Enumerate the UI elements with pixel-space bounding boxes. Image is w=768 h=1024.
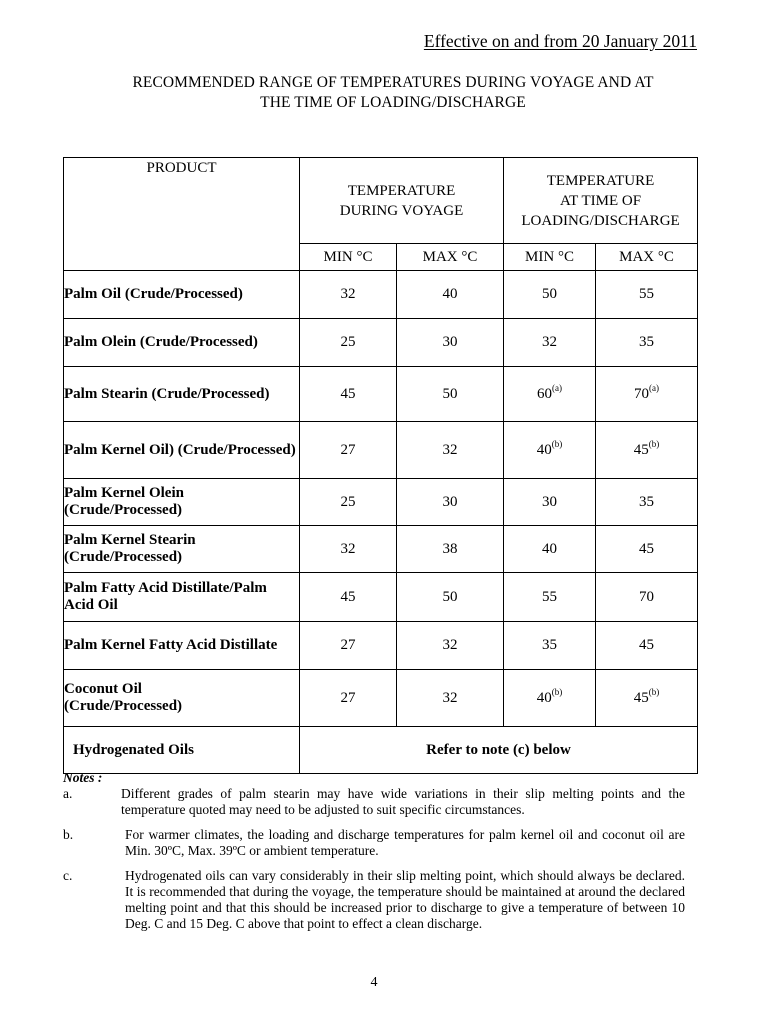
product-name-line: Palm Olein (Crude/Processed) <box>64 334 258 350</box>
table-row <box>64 526 698 573</box>
footnote-marker: (b) <box>648 686 660 697</box>
temperature-table <box>63 157 698 774</box>
value-cell <box>300 622 397 670</box>
product-cell <box>64 271 300 319</box>
subheader-voyage-min: MIN °C <box>300 244 397 271</box>
header-loading-line-3: LOADING/DISCHARGE <box>521 212 680 229</box>
note-c <box>63 868 685 932</box>
product-cell: Hydrogenated Oils <box>64 727 300 774</box>
value-text: 27 <box>340 441 356 458</box>
table-row <box>64 670 698 727</box>
header-voyage-line-1: TEMPERATURE <box>347 182 456 199</box>
product-name-line: Palm Kernel Stearin <box>64 532 196 548</box>
refer-note-cell: Refer to note (c) below <box>300 727 698 774</box>
value-cell <box>596 670 698 727</box>
note-letter: b. <box>63 827 74 842</box>
value-cell <box>504 622 596 670</box>
product-name-line: (Crude/Processed) <box>64 502 183 518</box>
value-text: 50 <box>442 588 458 605</box>
value-text: 45 <box>639 637 655 653</box>
product-name-line: (Crude/Processed) <box>64 549 183 565</box>
header-loading-line-2: AT TIME OF <box>559 192 642 209</box>
note-text: For warmer climates, the loading and discharge temperatures for palm kernel oil and coconut oil are Min. 30ºC, Max. 39ºC or ambient temperature. <box>125 827 685 858</box>
value-text: 27 <box>340 637 356 653</box>
document-title <box>0 73 768 113</box>
note-letter: a. <box>63 786 73 801</box>
value-cell <box>397 367 504 422</box>
value-cell <box>504 422 596 479</box>
notes-title: Notes : <box>63 770 103 785</box>
value-cell <box>397 422 504 479</box>
value-text: 45 <box>340 385 356 402</box>
value-text: 40 <box>536 441 552 458</box>
table-row <box>64 367 698 422</box>
value-cell <box>504 573 596 622</box>
note-text: Different grades of palm stearin may have wide variations in their slip melting points and the temperature quoted may need to be adjusted to suit specific circumstances. <box>121 786 685 817</box>
value-text: 30 <box>542 493 558 510</box>
value-text: 35 <box>542 637 558 653</box>
value-cell <box>504 319 596 367</box>
value-cell <box>596 271 698 319</box>
footnote-marker: (b) <box>551 438 563 449</box>
value-cell <box>397 573 504 622</box>
value-cell <box>397 479 504 526</box>
value-text: 70 <box>634 385 650 402</box>
value-cell <box>300 422 397 479</box>
table-row <box>64 573 698 622</box>
product-name-line: Palm Oil (Crude/Processed) <box>64 286 243 302</box>
table-row <box>64 271 698 319</box>
value-text: 35 <box>639 493 655 510</box>
product-name-line: Palm Stearin (Crude/Processed) <box>64 385 270 402</box>
product-cell <box>64 479 300 526</box>
product-cell <box>64 422 300 479</box>
value-text: 45 <box>639 540 655 557</box>
subheader-loading-min: MIN °C <box>504 244 596 271</box>
product-name-line: Acid Oil <box>64 597 118 613</box>
header-voyage-line-2: DURING VOYAGE <box>339 202 464 219</box>
note-b <box>63 827 685 859</box>
value-text: 40 <box>536 689 552 706</box>
value-cell <box>596 422 698 479</box>
value-cell <box>397 622 504 670</box>
header-product: PRODUCT <box>64 158 300 271</box>
value-text: 32 <box>442 689 458 706</box>
value-cell <box>300 573 397 622</box>
page-number: 4 <box>370 975 378 990</box>
footnote-marker: (a) <box>552 382 563 393</box>
title-line-2: THE TIME OF LOADING/DISCHARGE <box>260 94 526 111</box>
product-name-line: Coconut Oil <box>64 681 142 697</box>
value-cell <box>397 526 504 573</box>
product-name-line: (Crude/Processed) <box>64 698 183 714</box>
value-cell <box>504 479 596 526</box>
note-letter: c. <box>63 868 73 883</box>
value-text: 32 <box>442 637 458 653</box>
value-cell <box>397 271 504 319</box>
value-cell <box>596 319 698 367</box>
effective-date: Effective on and from 20 January 2011 <box>423 31 697 51</box>
value-text: 55 <box>639 286 655 302</box>
product-cell <box>64 670 300 727</box>
value-cell <box>504 526 596 573</box>
value-text: 32 <box>442 441 458 458</box>
value-text: 32 <box>340 286 356 302</box>
value-text: 45 <box>340 588 356 605</box>
value-cell <box>300 670 397 727</box>
product-cell <box>64 573 300 622</box>
product-name-line: Palm Fatty Acid Distillate/Palm <box>64 580 267 596</box>
value-cell <box>504 670 596 727</box>
value-cell <box>504 367 596 422</box>
header-temp-loading <box>504 158 698 244</box>
footnote-marker: (b) <box>648 438 660 449</box>
value-cell <box>596 622 698 670</box>
value-text: 38 <box>442 540 458 557</box>
header-loading-line-1: TEMPERATURE <box>546 172 655 189</box>
subheader-loading-max: MAX °C <box>596 244 698 271</box>
value-text: 50 <box>442 385 458 402</box>
value-text: 30 <box>442 493 458 510</box>
value-text: 35 <box>639 334 655 350</box>
value-cell <box>300 479 397 526</box>
value-cell <box>596 526 698 573</box>
value-text: 25 <box>340 493 356 510</box>
value-cell <box>397 670 504 727</box>
product-name-line: Palm Kernel Olein <box>64 485 184 501</box>
product-cell <box>64 526 300 573</box>
product-cell <box>64 367 300 422</box>
table-row-hydrogenated <box>64 727 698 774</box>
value-text: 55 <box>542 588 558 605</box>
value-cell <box>596 367 698 422</box>
subheader-voyage-max: MAX °C <box>397 244 504 271</box>
value-text: 45 <box>633 689 649 706</box>
value-text: 25 <box>340 334 356 350</box>
table-row <box>64 479 698 526</box>
value-cell <box>596 479 698 526</box>
notes-section <box>63 770 685 941</box>
value-text: 60 <box>537 385 553 402</box>
product-cell <box>64 319 300 367</box>
value-text: 40 <box>542 540 558 557</box>
footnote-marker: (a) <box>649 382 660 393</box>
note-text: Hydrogenated oils can vary considerably in their slip melting point, which should always be declared. It is recommended that during the voyage, the temperature should be maintained at around the declared melting point and that this should be increased prior to discharge to give a temperature of between 10 Deg. C and 15 Deg. C above that point to effect a clean discharge. <box>125 868 685 931</box>
product-cell <box>64 622 300 670</box>
table-row <box>64 622 698 670</box>
value-cell <box>300 271 397 319</box>
value-text: 70 <box>639 588 655 605</box>
value-text: 27 <box>340 689 356 706</box>
table-row <box>64 422 698 479</box>
value-cell <box>504 271 596 319</box>
value-text: 40 <box>442 286 458 302</box>
product-name-line: Palm Kernel Oil) (Crude/Processed) <box>64 441 296 458</box>
title-line-1: RECOMMENDED RANGE OF TEMPERATURES DURING VOYAGE AND AT <box>132 74 654 91</box>
header-temp-voyage <box>300 158 504 244</box>
value-cell <box>300 319 397 367</box>
product-name-line: Palm Kernel Fatty Acid Distillate <box>64 637 278 653</box>
value-text: 32 <box>542 334 558 350</box>
footnote-marker: (b) <box>551 686 563 697</box>
table-row <box>64 319 698 367</box>
value-cell <box>300 526 397 573</box>
value-text: 50 <box>542 286 558 302</box>
value-cell <box>596 573 698 622</box>
value-text: 45 <box>633 441 649 458</box>
note-a <box>63 786 685 818</box>
value-cell <box>397 319 504 367</box>
value-text: 32 <box>340 540 356 557</box>
value-cell <box>300 367 397 422</box>
value-text: 30 <box>442 334 458 350</box>
